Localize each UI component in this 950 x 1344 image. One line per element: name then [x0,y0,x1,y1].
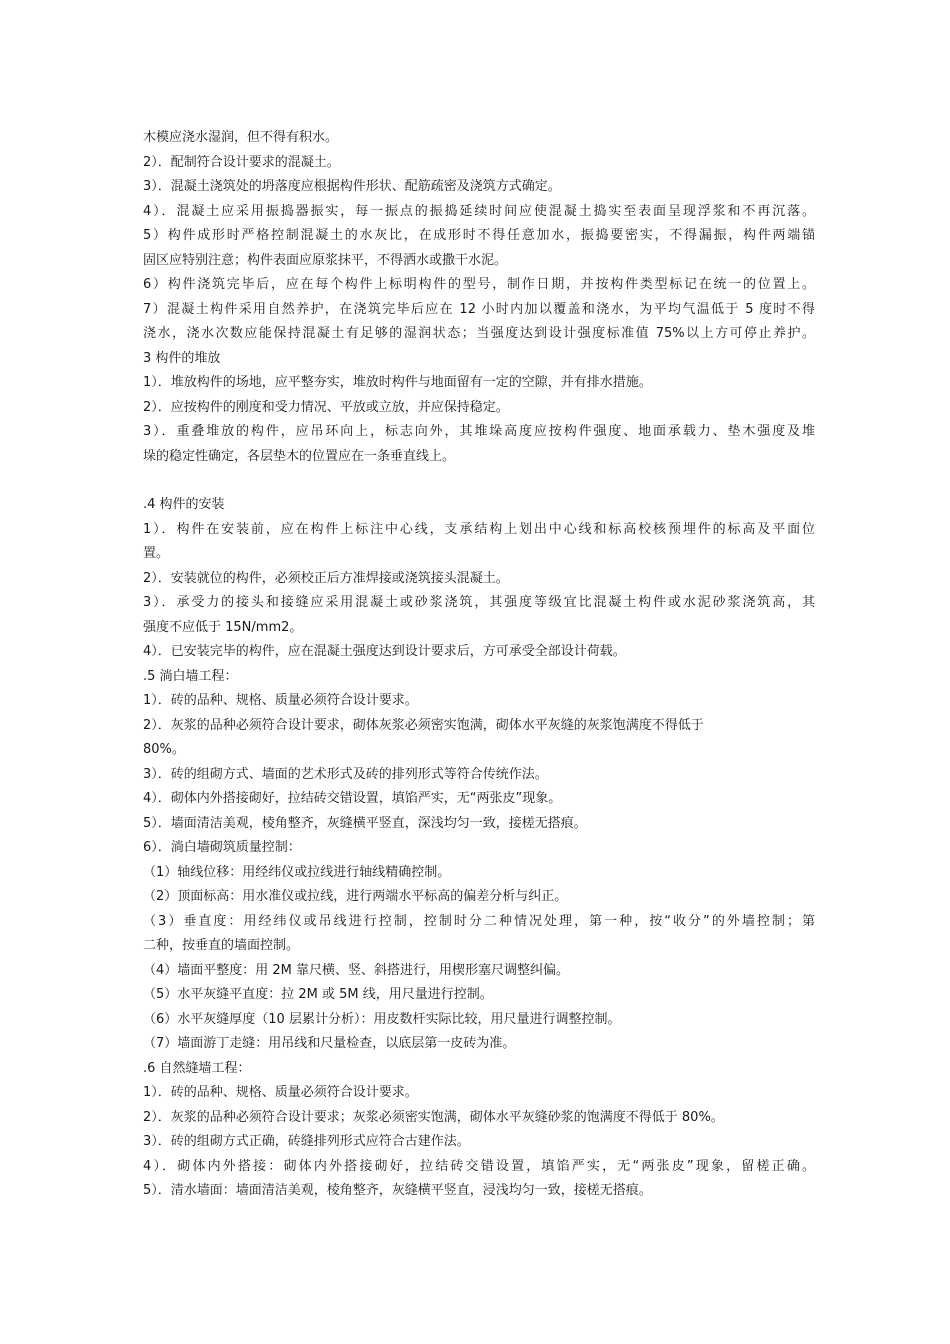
text-line: 浇水，浇水次数应能保持混凝土有足够的湿润状态；当强度达到设计强度标准值 75%以上方可停止养护。 [143,326,815,341]
text-block-casting-and-stacking [143,126,815,469]
text-line: 1）．砖的品种、规格、质量必须符合设计要求。 [143,693,418,708]
paragraph-gap [143,469,815,493]
text-line: 置。 [143,546,170,561]
text-line: 3）．混凝土浇筑处的坍落度应根据构件形状、配筋疏密及浇筑方式确定。 [143,179,561,194]
text-line: （7）墙面游丁走缝：用吊线和尺量检查，以底层第一皮砖为准。 [143,1036,516,1051]
text-line: 1）．堆放构件的场地，应平整夯实，堆放时构件与地面留有一定的空隙，并有排水措施。 [143,375,652,390]
text-line: 4）．砌体内外搭接砌好，拉结砖交错设置，填馅严实，无“两张皮”现象。 [143,791,562,806]
text-line: 3 构件的堆放 [143,350,221,366]
text-line: .6 自然缝墙工程： [143,1060,251,1076]
text-line: 80%。 [143,742,185,757]
text-line: 强度不应低于 15N/mm2。 [143,619,303,635]
text-line: 3）．重叠堆放的构件，应吊环向上，标志向外，其堆垛高度应按构件强度、地面承载力、垫木强度及堆 [143,424,815,439]
text-line: 3）．承受力的接头和接缝应采用混凝土或砂浆浇筑，其强度等级宜比混凝土构件或水泥砂浆浇筑高，其 [143,595,815,610]
text-block-installation-and-walls [143,493,815,1204]
text-line: .5 淌白墙工程： [143,668,238,684]
text-line: 5）构件成形时严格控制混凝土的水灰比，在成形时不得任意加水，振捣要密实，不得漏振，构件两端锚 [143,228,815,243]
text-line: 3）．砖的组砌方式正确，砖缝排列形式应符合古建作法。 [143,1134,470,1149]
text-line: 4）．砌体内外搭接：砌体内外搭接砌好，拉结砖交错设置，填馅严实，无“两张皮”现象，留槎正确。 [143,1158,815,1174]
text-line: 木模应浇水湿润，但不得有积水。 [143,130,339,145]
text-line: 6）构件浇筑完毕后，应在每个构件上标明构件的型号，制作日期，并按构件类型标记在统一的位置上。 [143,277,815,292]
text-line: 3）．砖的组砌方式、墙面的艺术形式及砖的排列形式等符合传统作法。 [143,766,548,782]
text-line: （1）轴线位移：用经纬仪或拉线进行轴线精确控制。 [143,864,451,880]
text-line: （2）顶面标高：用水准仪或拉线，进行两端水平标高的偏差分析与纠正。 [143,889,568,904]
text-line: 2）．灰浆的品种必须符合设计要求；灰浆必须密实饱满，砌体水平灰缝砂浆的饱满度不得低于 80%。 [143,1109,724,1125]
text-line: 1）．构件在安装前，应在构件上标注中心线，支承结构上划出中心线和标高校核预埋件的标高及平面位 [143,521,815,537]
text-line: （5）水平灰缝平直度：拉 2M 或 5M 线，用尺量进行控制。 [143,987,493,1002]
text-line: 5）．清水墙面：墙面清洁美观，棱角整齐，灰缝横平竖直，浸浅均匀一致，接槎无搭痕。 [143,1183,652,1198]
text-line: 5）．墙面清洁美观，棱角整齐，灰缝横平竖直，深浅均匀一致，接槎无搭痕。 [143,815,587,831]
text-line: 1）．砖的品种、规格、质量必须符合设计要求。 [143,1085,418,1100]
document-page [143,126,815,1204]
text-line: 2）．灰浆的品种必须符合设计要求，砌体灰浆必须密实饱满，砌体水平灰缝的灰浆饱满度不得低于 [143,717,704,733]
text-line: （3）垂直度：用经纬仪或吊线进行控制，控制时分二种情况处理，第一种，按“收分”的外墙控制；第 [143,913,815,929]
text-line: 7）混凝土构件采用自然养护，在浇筑完毕后应在 12 小时内加以覆盖和浇水，为平均气温低于 5 度时不得 [143,301,815,317]
text-line: .4 构件的安装 [143,497,225,512]
text-line: 4）．混凝土应采用振捣器振实，每一振点的振捣延续时间应使混凝土捣实至表面呈现浮浆和不再沉落。 [143,203,815,219]
text-line: 2）．配制符合设计要求的混凝土。 [143,154,340,170]
text-line: 固区应特别注意；构件表面应原浆抹平，不得洒水或撒干水泥。 [143,252,508,268]
text-line: 垛的稳定性确定，各层垫木的位置应在一条垂直线上。 [143,448,456,464]
text-line: 2）．应按构件的刚度和受力情况、平放或立放，并应保持稳定。 [143,399,509,415]
text-line: （4）墙面平整度：用 2M 靠尺横、竖、斜搭进行，用楔形塞尺调整纠偏。 [143,962,570,978]
text-line: 二种，按垂直的墙面控制。 [143,938,300,953]
text-line: 2）．安装就位的构件，必须校正后方准焊接或浇筑接头混凝土。 [143,570,509,586]
text-line: 4）．已安装完毕的构件，应在混凝土强度达到设计要求后，方可承受全部设计荷载。 [143,644,626,659]
text-line: （6）水平灰缝厚度（10 层累计分析）：用皮数杆实际比较，用尺量进行调整控制。 [143,1011,621,1027]
text-line: 6）．淌白墙砌筑质量控制： [143,840,301,855]
